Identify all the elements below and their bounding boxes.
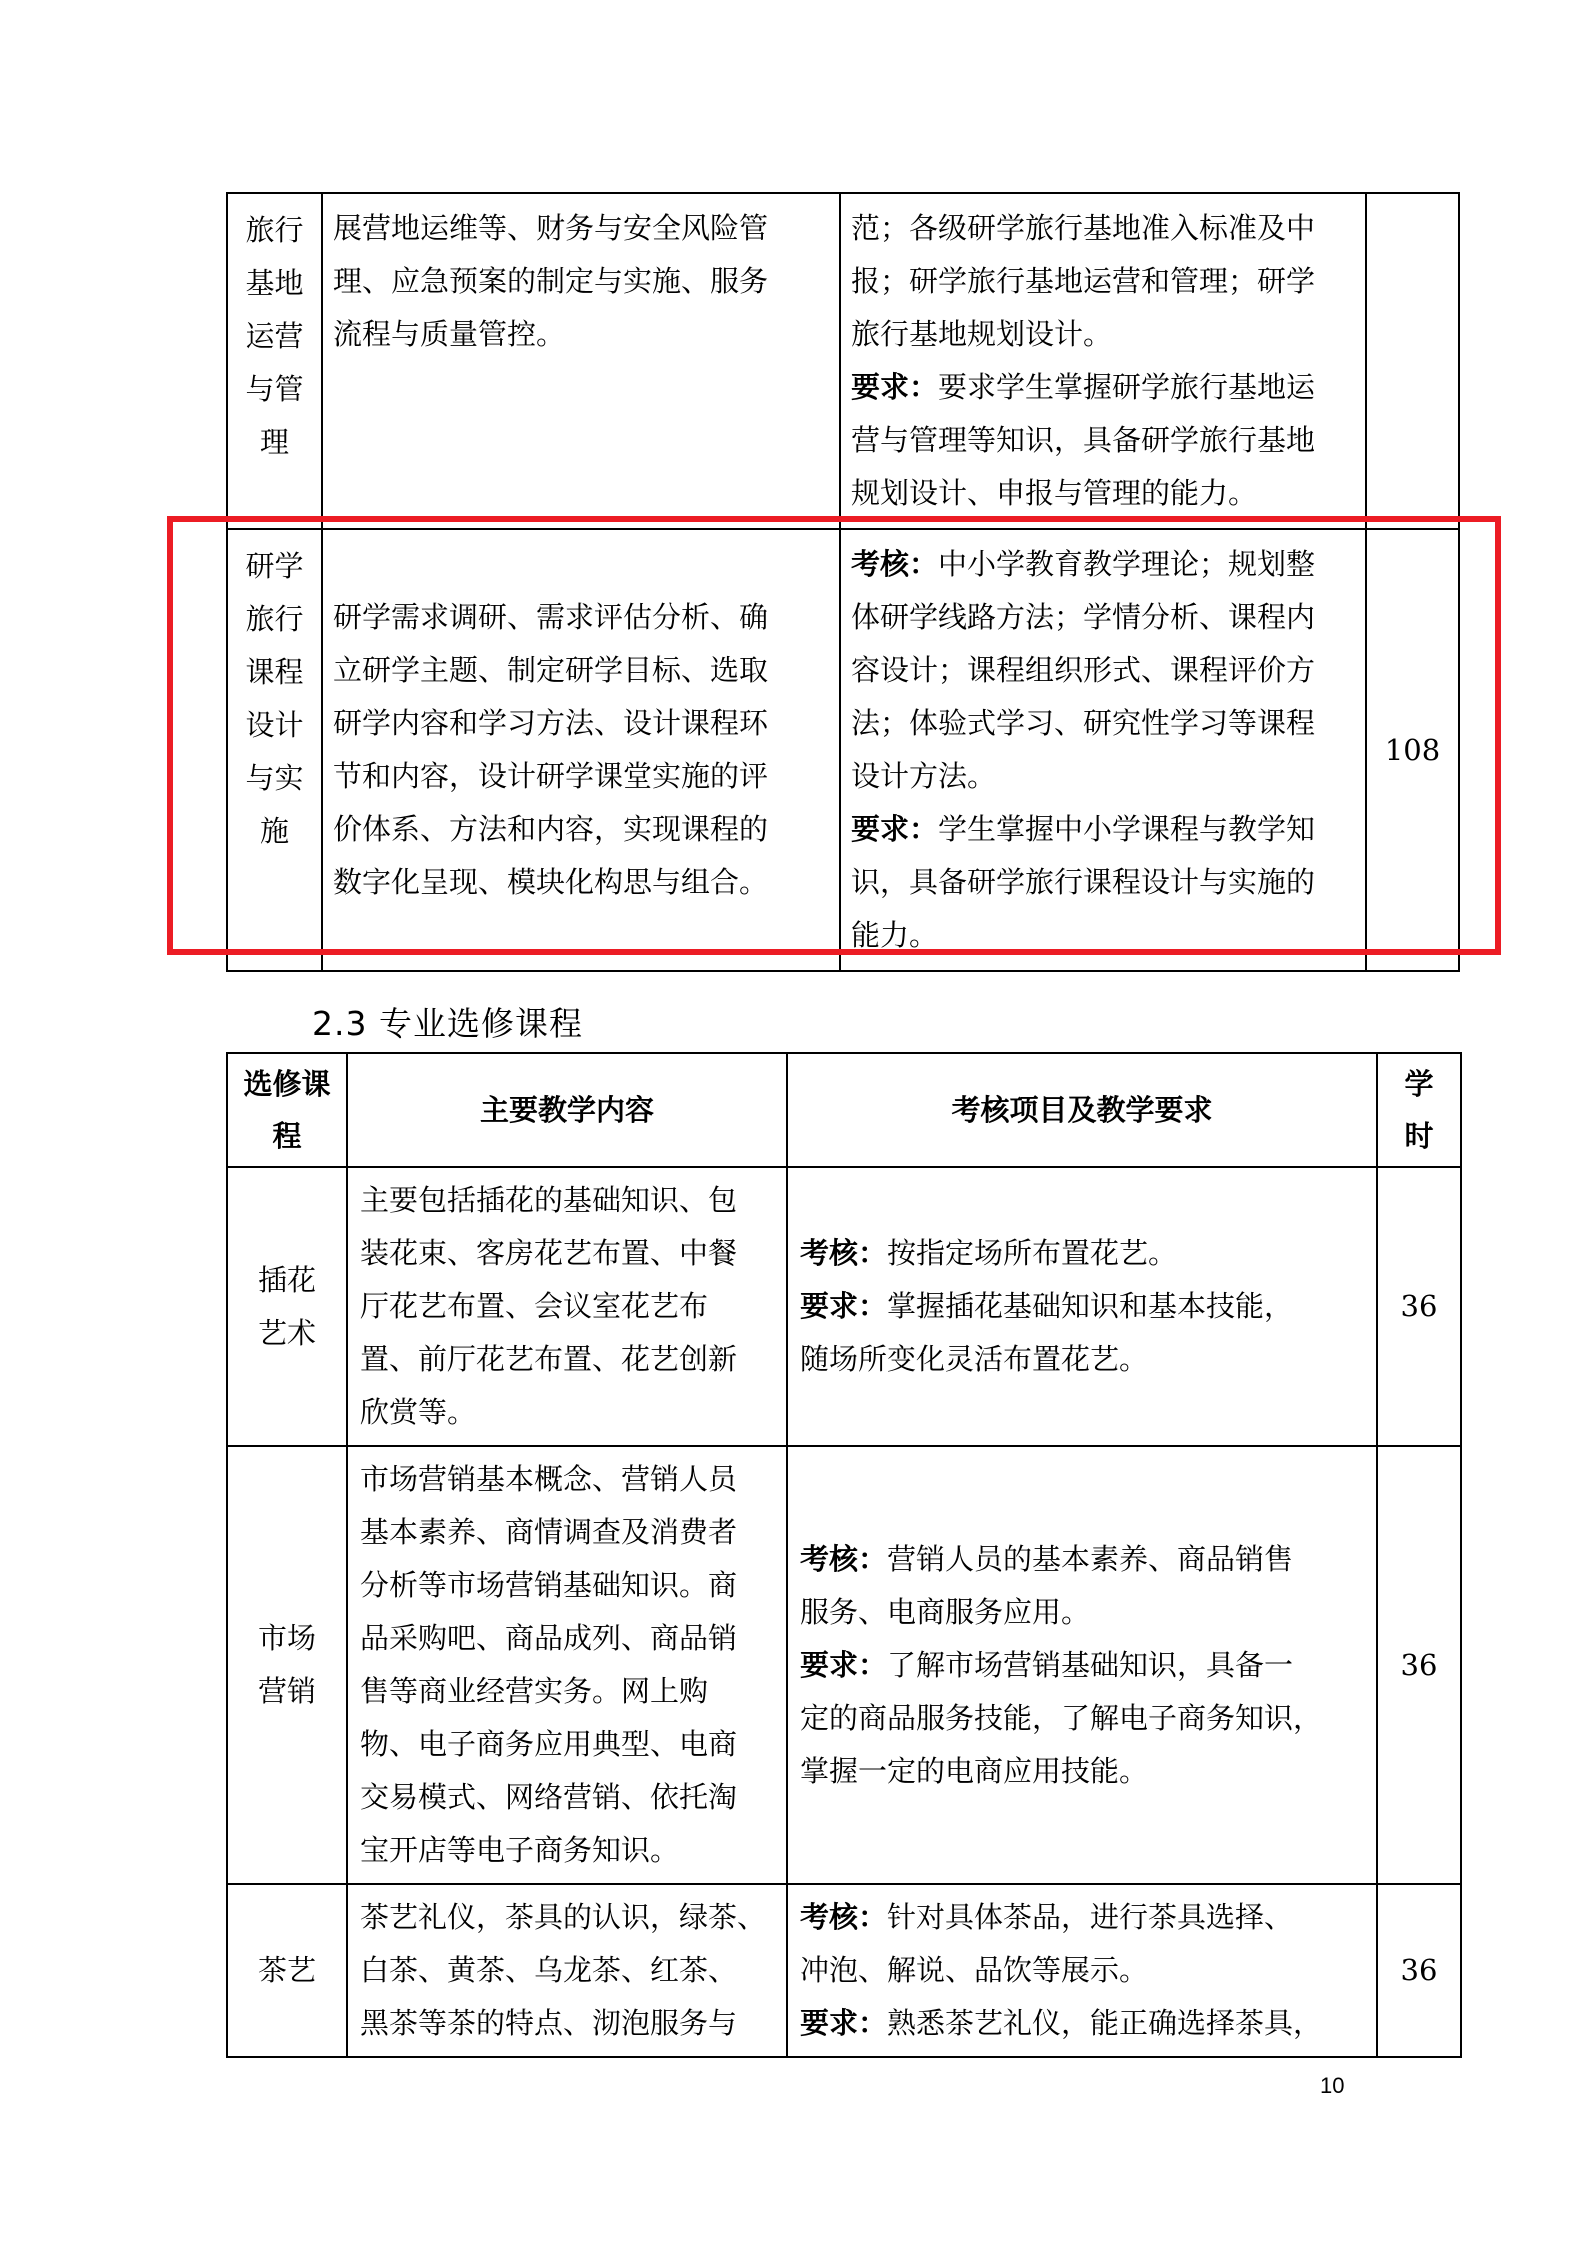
- assessment-cell: 范；各级研学旅行基地准入标准及中 报；研学旅行基地运营和管理；研学 旅行基地规划设计。 要求：要求学生掌握研学旅行基地运 营与管理等知识，具备研学旅行基地 规划设计、申报与管理的能力。: [840, 193, 1366, 529]
- course-name-cell: 茶艺: [227, 1884, 347, 2057]
- content-cell: 主要包括插花的基础知识、包 装花束、客房花艺布置、中餐 厅花艺布置、会议室花艺布 置、前厅花艺布置、花艺创新 欣赏等。: [347, 1167, 787, 1446]
- assessment-cell: 考核：按指定场所布置花艺。 要求：掌握插花基础知识和基本技能， 随场所变化灵活布置花艺。: [787, 1167, 1377, 1446]
- elective-course-table: [226, 1052, 1462, 2058]
- table-row: [227, 529, 1459, 971]
- hours-cell: [1366, 193, 1459, 529]
- table-row: [227, 1884, 1461, 2057]
- content-cell: 展营地运维等、财务与安全风险管 理、应急预案的制定与实施、服务 流程与质量管控。: [322, 193, 840, 529]
- course-name-cell: 研学 旅行 课程 设计 与实 施: [227, 529, 322, 971]
- hours-cell: 36: [1377, 1884, 1461, 2057]
- hours-cell: 108: [1366, 529, 1459, 971]
- header-course: 选修课 程: [227, 1053, 347, 1167]
- course-table-continued: [226, 192, 1460, 972]
- assessment-cell: 考核：营销人员的基本素养、商品销售 服务、电商服务应用。 要求：了解市场营销基础知识，具备一 定的商品服务技能，了解电子商务知识， 掌握一定的电商应用技能。: [787, 1446, 1377, 1884]
- table-header-row: [227, 1053, 1461, 1167]
- content-cell: 茶艺礼仪，茶具的认识，绿茶、 白茶、黄茶、乌龙茶、红茶、 黑茶等茶的特点、沏泡服务与: [347, 1884, 787, 2057]
- content-cell: 研学需求调研、需求评估分析、确 立研学主题、制定研学目标、选取 研学内容和学习方法、设计课程环 节和内容，设计研学课堂实施的评 价体系、方法和内容，实现课程的 数字化呈现、模块化构思与组合。: [322, 529, 840, 971]
- header-content: 主要教学内容: [347, 1053, 787, 1167]
- requirement-label: 要求：: [851, 812, 939, 846]
- table-row: [227, 1446, 1461, 1884]
- content-cell: 市场营销基本概念、营销人员 基本素养、商情调查及消费者 分析等市场营销基础知识。商 品采购吧、商品成列、商品销 售等商业经营实务。网上购 物、电子商务应用典型、电商 交易模式、网络营销、依托淘 宝开店等电子商务知识。: [347, 1446, 787, 1884]
- assessment-label: 考核：: [851, 547, 939, 581]
- course-name-cell: 旅行 基地 运营 与管 理: [227, 193, 322, 529]
- requirement-label: 要求：: [800, 1289, 888, 1323]
- assessment-label: 考核：: [800, 1236, 888, 1270]
- table-row: [227, 1167, 1461, 1446]
- assessment-label: 考核：: [800, 1541, 888, 1576]
- requirement-label: 要求：: [800, 2006, 888, 2040]
- section-title: 2.3 专业选修课程: [312, 1004, 583, 1043]
- header-assessment: 考核项目及教学要求: [787, 1053, 1377, 1167]
- hours-cell: 36: [1377, 1446, 1461, 1884]
- page-number: 10: [1320, 2073, 1345, 2098]
- header-hours: 学 时: [1377, 1053, 1461, 1167]
- assessment-label: 考核：: [800, 1900, 888, 1934]
- requirement-label: 要求：: [851, 370, 939, 404]
- hours-cell: 36: [1377, 1167, 1461, 1446]
- course-name-cell: 市场 营销: [227, 1446, 347, 1884]
- table-row: [227, 193, 1459, 529]
- requirement-label: 要求：: [800, 1647, 888, 1682]
- assessment-cell: 考核：针对具体茶品，进行茶具选择、 冲泡、解说、品饮等展示。 要求：熟悉茶艺礼仪，能正确选择茶具，: [787, 1884, 1377, 2057]
- assessment-cell: 考核：中小学教育教学理论；规划整 体研学线路方法；学情分析、课程内 容设计；课程组织形式、课程评价方 法；体验式学习、研究性学习等课程 设计方法。 要求：学生掌握中小学课程与教学知 识，具备研学旅行课程设计与实施的 能力。: [840, 529, 1366, 971]
- course-name-cell: 插花 艺术: [227, 1167, 347, 1446]
